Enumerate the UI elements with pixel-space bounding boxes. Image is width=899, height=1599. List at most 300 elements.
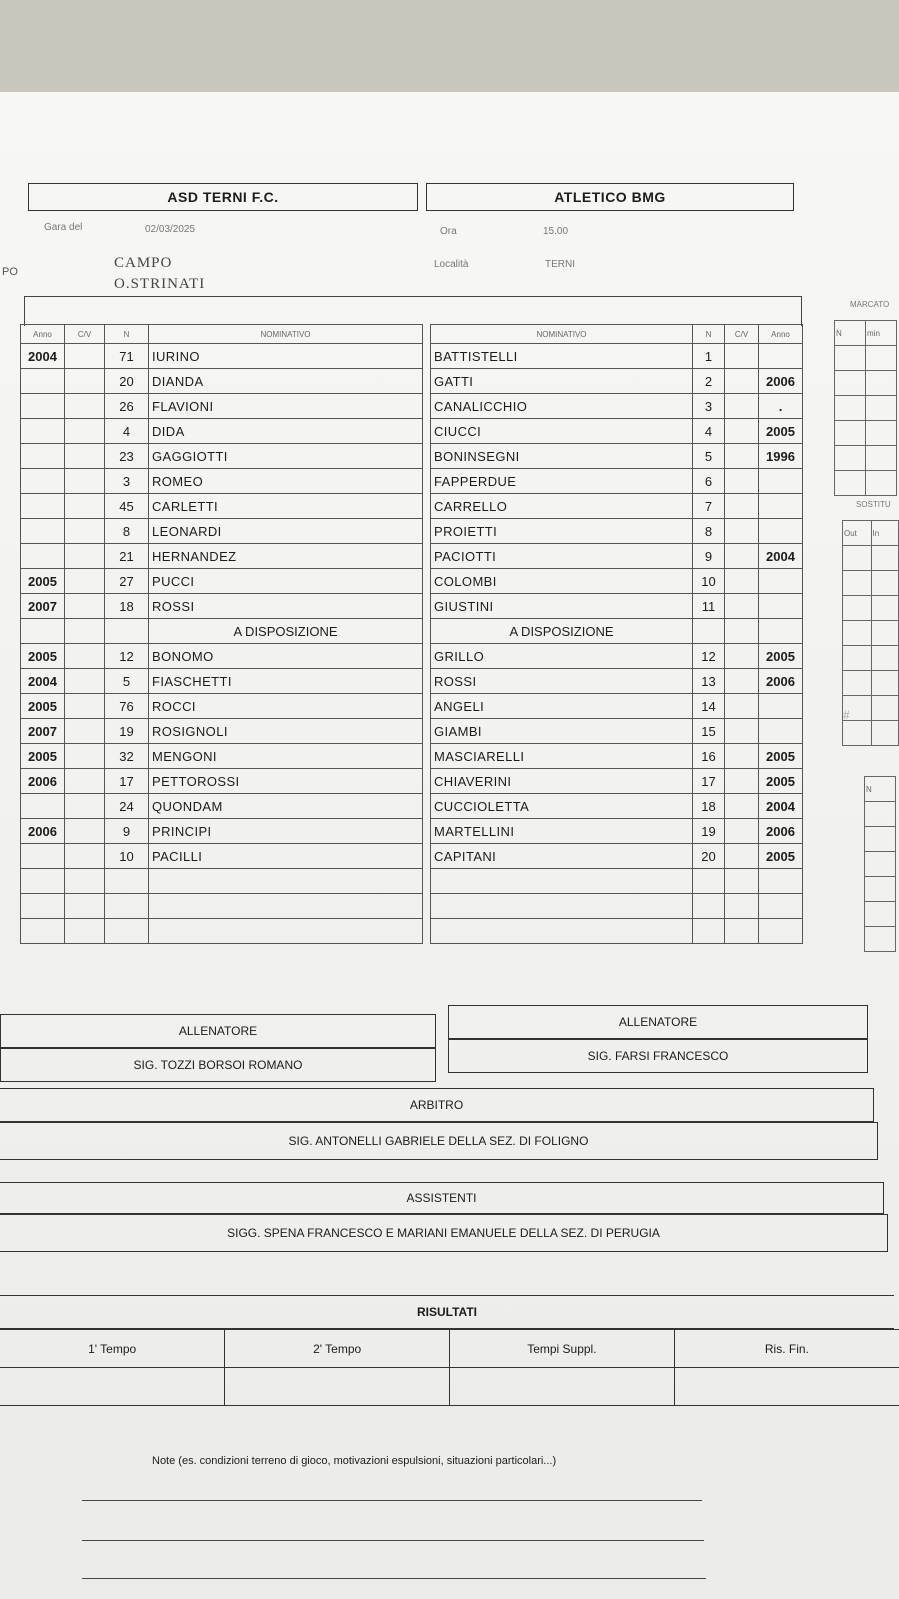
empty-cell bbox=[693, 619, 725, 644]
out-header: Out bbox=[843, 521, 872, 546]
home-player-row bbox=[21, 769, 423, 794]
player-year bbox=[759, 719, 803, 744]
player-number: 10 bbox=[105, 844, 149, 869]
empty-cell bbox=[65, 869, 105, 894]
home-player-row bbox=[21, 569, 423, 594]
player-number: 17 bbox=[693, 769, 725, 794]
player-name: CARRELLO bbox=[431, 494, 693, 519]
home-player-row bbox=[21, 444, 423, 469]
away-coach-label: ALLENATORE bbox=[618, 1015, 698, 1029]
player-name: DIANDA bbox=[149, 369, 423, 394]
field-label: CAMPO bbox=[114, 255, 173, 271]
player-name: FLAVIONI bbox=[149, 394, 423, 419]
player-name: QUONDAM bbox=[149, 794, 423, 819]
empty-cell bbox=[431, 894, 693, 919]
nominativo-header: NOMINATIVO bbox=[149, 325, 423, 344]
player-number: 4 bbox=[105, 419, 149, 444]
referee-label-box bbox=[0, 1088, 874, 1122]
home-player-row bbox=[21, 669, 423, 694]
cv-header: C/V bbox=[65, 325, 105, 344]
away-player-row bbox=[431, 819, 803, 844]
player-number: 20 bbox=[105, 369, 149, 394]
empty-cell bbox=[725, 869, 759, 894]
player-year: 2006 bbox=[21, 769, 65, 794]
empty-cell bbox=[759, 619, 803, 644]
player-name: IURINO bbox=[149, 344, 423, 369]
player-cv bbox=[65, 719, 105, 744]
player-name: GIAMBI bbox=[431, 719, 693, 744]
player-name: BONINSEGNI bbox=[431, 444, 693, 469]
notes-line bbox=[82, 1500, 702, 1501]
player-year bbox=[21, 444, 65, 469]
player-number: 76 bbox=[105, 694, 149, 719]
substitutions-table bbox=[842, 520, 899, 746]
empty-cell bbox=[693, 869, 725, 894]
match-location: TERNI bbox=[545, 259, 575, 270]
home-coach-label: ALLENATORE bbox=[178, 1024, 258, 1038]
player-cv bbox=[65, 844, 105, 869]
home-player-row bbox=[21, 369, 423, 394]
player-number: 18 bbox=[693, 794, 725, 819]
extra-n-header: N bbox=[865, 777, 896, 802]
player-year bbox=[759, 519, 803, 544]
player-number: 13 bbox=[693, 669, 725, 694]
player-cv bbox=[65, 769, 105, 794]
player-number: 15 bbox=[693, 719, 725, 744]
away-player-row bbox=[431, 544, 803, 569]
player-year: 2005 bbox=[21, 744, 65, 769]
player-cv bbox=[65, 644, 105, 669]
player-cv bbox=[725, 569, 759, 594]
away-player-row bbox=[431, 719, 803, 744]
away-coach-name: SIG. FARSI FRANCESCO bbox=[587, 1049, 729, 1063]
empty-cell bbox=[65, 894, 105, 919]
player-number: 20 bbox=[693, 844, 725, 869]
assistants-label: ASSISTENTI bbox=[406, 1191, 477, 1205]
empty-cell bbox=[21, 619, 65, 644]
home-player-row bbox=[21, 419, 423, 444]
player-year: 1996 bbox=[759, 444, 803, 469]
player-number: 18 bbox=[105, 594, 149, 619]
player-year bbox=[759, 694, 803, 719]
away-player-row bbox=[431, 594, 803, 619]
player-name: ROSSI bbox=[149, 594, 423, 619]
home-team-name: ASD TERNI F.C. bbox=[167, 189, 279, 205]
n-header: N bbox=[105, 325, 149, 344]
player-number: 6 bbox=[693, 469, 725, 494]
player-year: 2005 bbox=[759, 644, 803, 669]
second-half-label: 2' Tempo bbox=[225, 1330, 450, 1368]
player-year: 2006 bbox=[759, 819, 803, 844]
empty-cell bbox=[105, 619, 149, 644]
player-name: DIDA bbox=[149, 419, 423, 444]
results-label: RISULTATI bbox=[417, 1305, 477, 1319]
home-coach-name: SIG. TOZZI BORSOI ROMANO bbox=[133, 1058, 303, 1072]
first-half-score bbox=[0, 1368, 225, 1406]
player-number: 21 bbox=[105, 544, 149, 569]
player-number: 3 bbox=[693, 394, 725, 419]
player-number: 45 bbox=[105, 494, 149, 519]
empty-cell bbox=[21, 894, 65, 919]
player-cv bbox=[65, 469, 105, 494]
empty-cell bbox=[105, 894, 149, 919]
player-name: COLOMBI bbox=[431, 569, 693, 594]
home-player-row bbox=[21, 469, 423, 494]
away-player-row bbox=[431, 694, 803, 719]
sostituzioni-header: SOSTITU bbox=[856, 500, 891, 509]
player-year: 2005 bbox=[759, 769, 803, 794]
player-year bbox=[21, 494, 65, 519]
anno-header: Anno bbox=[759, 325, 803, 344]
empty-cell bbox=[725, 619, 759, 644]
player-name: ROMEO bbox=[149, 469, 423, 494]
anno-header: Anno bbox=[21, 325, 65, 344]
away-player-row bbox=[431, 769, 803, 794]
notes-line bbox=[82, 1540, 704, 1541]
player-name: ROCCI bbox=[149, 694, 423, 719]
away-player-row bbox=[431, 494, 803, 519]
empty-cell bbox=[725, 894, 759, 919]
home-player-row bbox=[21, 794, 423, 819]
player-cv bbox=[725, 744, 759, 769]
home-coach-box bbox=[0, 1048, 436, 1082]
assistants-names: SIGG. SPENA FRANCESCO E MARIANI EMANUELE DELLA SEZ. DI PERUGIA bbox=[227, 1226, 660, 1240]
nominativo-header: NOMINATIVO bbox=[431, 325, 693, 344]
player-number: 3 bbox=[105, 469, 149, 494]
empty-row bbox=[431, 919, 803, 944]
player-year bbox=[21, 469, 65, 494]
empty-cell bbox=[693, 894, 725, 919]
home-player-row bbox=[21, 494, 423, 519]
player-cv bbox=[725, 519, 759, 544]
player-name: ANGELI bbox=[431, 694, 693, 719]
player-number: 26 bbox=[105, 394, 149, 419]
player-name: FIASCHETTI bbox=[149, 669, 423, 694]
away-coach-box bbox=[448, 1039, 868, 1073]
player-name: PUCCI bbox=[149, 569, 423, 594]
player-year bbox=[21, 794, 65, 819]
home-player-row bbox=[21, 844, 423, 869]
location-label: Località bbox=[434, 259, 469, 270]
player-year bbox=[21, 519, 65, 544]
away-player-row bbox=[431, 569, 803, 594]
empty-row bbox=[431, 894, 803, 919]
player-name: ROSSI bbox=[431, 669, 693, 694]
player-name: BONOMO bbox=[149, 644, 423, 669]
player-year bbox=[759, 594, 803, 619]
player-cv bbox=[725, 694, 759, 719]
player-cv bbox=[725, 669, 759, 694]
player-name: GATTI bbox=[431, 369, 693, 394]
player-name: CUCCIOLETTA bbox=[431, 794, 693, 819]
player-name: FAPPERDUE bbox=[431, 469, 693, 494]
player-cv bbox=[725, 719, 759, 744]
empty-cell bbox=[149, 894, 423, 919]
empty-cell bbox=[105, 869, 149, 894]
player-number: 71 bbox=[105, 344, 149, 369]
player-year: 2004 bbox=[21, 344, 65, 369]
player-year bbox=[759, 469, 803, 494]
player-cv bbox=[725, 844, 759, 869]
marcatori-header: MARCATO bbox=[850, 300, 890, 309]
home-player-row bbox=[21, 519, 423, 544]
second-half-score bbox=[225, 1368, 450, 1406]
field-name: O.STRINATI bbox=[114, 276, 206, 292]
player-name: CANALICCHIO bbox=[431, 394, 693, 419]
player-name: MASCIARELLI bbox=[431, 744, 693, 769]
player-cv bbox=[65, 694, 105, 719]
player-cv bbox=[725, 369, 759, 394]
player-cv bbox=[725, 644, 759, 669]
away-header-row bbox=[431, 325, 803, 344]
empty-cell bbox=[21, 919, 65, 944]
player-year: 2005 bbox=[21, 644, 65, 669]
empty-row bbox=[21, 869, 423, 894]
player-cv bbox=[65, 669, 105, 694]
player-name: GRILLO bbox=[431, 644, 693, 669]
player-year bbox=[759, 569, 803, 594]
player-number: 12 bbox=[105, 644, 149, 669]
scorers-table bbox=[834, 320, 897, 496]
player-name: CHIAVERINI bbox=[431, 769, 693, 794]
match-time: 15.00 bbox=[543, 226, 569, 237]
away-team-box bbox=[426, 183, 794, 211]
player-cv bbox=[725, 494, 759, 519]
player-year: 2007 bbox=[21, 594, 65, 619]
player-cv bbox=[725, 419, 759, 444]
player-number: 9 bbox=[105, 819, 149, 844]
date-label: Gara del bbox=[44, 222, 83, 233]
empty-cell bbox=[65, 619, 105, 644]
results-table bbox=[0, 1329, 899, 1406]
home-player-row bbox=[21, 719, 423, 744]
home-player-row bbox=[21, 819, 423, 844]
home-roster-table bbox=[20, 324, 423, 944]
empty-cell bbox=[149, 919, 423, 944]
player-year bbox=[21, 844, 65, 869]
match-date: 02/03/2025 bbox=[145, 224, 196, 235]
player-cv bbox=[725, 394, 759, 419]
a-disposizione-row bbox=[431, 619, 803, 644]
player-name: CIUCCI bbox=[431, 419, 693, 444]
home-player-row bbox=[21, 544, 423, 569]
home-coach-label-box bbox=[0, 1014, 436, 1048]
player-cv bbox=[725, 544, 759, 569]
player-name: LEONARDI bbox=[149, 519, 423, 544]
away-player-row bbox=[431, 519, 803, 544]
player-year bbox=[21, 419, 65, 444]
player-cv bbox=[725, 794, 759, 819]
away-player-row bbox=[431, 644, 803, 669]
player-year: 2005 bbox=[759, 419, 803, 444]
player-cv bbox=[65, 344, 105, 369]
assistants-label-box bbox=[0, 1182, 884, 1214]
scorer-min-header: min bbox=[866, 321, 897, 346]
notes-line bbox=[82, 1578, 706, 1579]
cut-label: PO bbox=[2, 266, 18, 278]
empty-cell bbox=[149, 869, 423, 894]
referee-box bbox=[0, 1122, 878, 1160]
player-year bbox=[759, 494, 803, 519]
roster-frame-top bbox=[24, 296, 802, 326]
player-cv bbox=[65, 444, 105, 469]
player-name: CAPITANI bbox=[431, 844, 693, 869]
player-cv bbox=[725, 594, 759, 619]
in-header: In bbox=[871, 521, 899, 546]
referee-label: ARBITRO bbox=[409, 1098, 464, 1112]
away-player-row bbox=[431, 369, 803, 394]
player-number: 8 bbox=[693, 519, 725, 544]
player-year bbox=[21, 369, 65, 394]
player-year: 2007 bbox=[21, 719, 65, 744]
player-year bbox=[21, 394, 65, 419]
player-name: PACIOTTI bbox=[431, 544, 693, 569]
player-number: 7 bbox=[693, 494, 725, 519]
final-score bbox=[674, 1368, 899, 1406]
n-header: N bbox=[693, 325, 725, 344]
scorer-n-header: N bbox=[835, 321, 866, 346]
extra-table bbox=[864, 776, 896, 952]
away-player-row bbox=[431, 344, 803, 369]
player-name: PACILLI bbox=[149, 844, 423, 869]
empty-row bbox=[431, 869, 803, 894]
away-coach-label-box bbox=[448, 1005, 868, 1039]
hash-mark: # bbox=[843, 708, 850, 722]
assistants-box bbox=[0, 1214, 888, 1252]
player-year: 2006 bbox=[759, 669, 803, 694]
player-number: 2 bbox=[693, 369, 725, 394]
home-player-row bbox=[21, 744, 423, 769]
away-player-row bbox=[431, 444, 803, 469]
empty-cell bbox=[725, 919, 759, 944]
a-disposizione-row bbox=[21, 619, 423, 644]
home-player-row bbox=[21, 644, 423, 669]
empty-cell bbox=[431, 869, 693, 894]
home-a-disposizione: A DISPOSIZIONE bbox=[149, 619, 423, 644]
player-year: 2005 bbox=[21, 569, 65, 594]
empty-cell bbox=[759, 869, 803, 894]
player-number: 5 bbox=[105, 669, 149, 694]
player-name: GAGGIOTTI bbox=[149, 444, 423, 469]
extra-time-label: Tempi Suppl. bbox=[450, 1330, 675, 1368]
away-player-row bbox=[431, 794, 803, 819]
cv-header: C/V bbox=[725, 325, 759, 344]
player-name: HERNANDEZ bbox=[149, 544, 423, 569]
player-number: 19 bbox=[693, 819, 725, 844]
away-team-name: ATLETICO BMG bbox=[554, 189, 666, 205]
away-player-row bbox=[431, 844, 803, 869]
player-year: . bbox=[759, 394, 803, 419]
empty-cell bbox=[65, 919, 105, 944]
player-cv bbox=[65, 519, 105, 544]
player-year: 2004 bbox=[759, 544, 803, 569]
player-name: CARLETTI bbox=[149, 494, 423, 519]
player-name: GIUSTINI bbox=[431, 594, 693, 619]
player-year: 2005 bbox=[759, 744, 803, 769]
player-name: PETTOROSSI bbox=[149, 769, 423, 794]
home-player-row bbox=[21, 594, 423, 619]
home-player-row bbox=[21, 394, 423, 419]
player-number: 4 bbox=[693, 419, 725, 444]
player-cv bbox=[725, 344, 759, 369]
empty-cell bbox=[759, 919, 803, 944]
player-year: 2005 bbox=[759, 844, 803, 869]
empty-cell bbox=[759, 894, 803, 919]
player-name: PROIETTI bbox=[431, 519, 693, 544]
empty-cell bbox=[105, 919, 149, 944]
player-year bbox=[21, 544, 65, 569]
player-year: 2006 bbox=[759, 369, 803, 394]
away-player-row bbox=[431, 469, 803, 494]
player-cv bbox=[65, 544, 105, 569]
player-number: 8 bbox=[105, 519, 149, 544]
first-half-label: 1' Tempo bbox=[0, 1330, 225, 1368]
away-roster-table bbox=[430, 324, 803, 944]
player-cv bbox=[725, 444, 759, 469]
away-a-disposizione: A DISPOSIZIONE bbox=[431, 619, 693, 644]
home-team-box bbox=[28, 183, 418, 211]
results-label-box bbox=[0, 1295, 894, 1329]
away-player-row bbox=[431, 669, 803, 694]
final-result-label: Ris. Fin. bbox=[674, 1330, 899, 1368]
player-number: 10 bbox=[693, 569, 725, 594]
time-label: Ora bbox=[440, 226, 457, 237]
player-year: 2006 bbox=[21, 819, 65, 844]
player-year: 2005 bbox=[21, 694, 65, 719]
player-cv bbox=[65, 744, 105, 769]
player-number: 11 bbox=[693, 594, 725, 619]
notes-label: Note (es. condizioni terreno di gioco, motivazioni espulsioni, situazioni particolari...) bbox=[152, 1455, 557, 1467]
empty-cell bbox=[431, 919, 693, 944]
player-year: 2004 bbox=[21, 669, 65, 694]
player-cv bbox=[725, 819, 759, 844]
player-name: MARTELLINI bbox=[431, 819, 693, 844]
player-cv bbox=[65, 394, 105, 419]
player-cv bbox=[65, 794, 105, 819]
player-cv bbox=[65, 569, 105, 594]
player-name: MENGONI bbox=[149, 744, 423, 769]
player-number: 24 bbox=[105, 794, 149, 819]
player-number: 32 bbox=[105, 744, 149, 769]
empty-row bbox=[21, 919, 423, 944]
home-header-row bbox=[21, 325, 423, 344]
player-number: 27 bbox=[105, 569, 149, 594]
player-cv bbox=[725, 769, 759, 794]
player-number: 1 bbox=[693, 344, 725, 369]
away-player-row bbox=[431, 744, 803, 769]
player-name: ROSIGNOLI bbox=[149, 719, 423, 744]
player-number: 9 bbox=[693, 544, 725, 569]
player-year: 2004 bbox=[759, 794, 803, 819]
empty-row bbox=[21, 894, 423, 919]
player-number: 23 bbox=[105, 444, 149, 469]
player-cv bbox=[725, 469, 759, 494]
empty-cell bbox=[21, 869, 65, 894]
player-number: 17 bbox=[105, 769, 149, 794]
player-number: 5 bbox=[693, 444, 725, 469]
player-number: 12 bbox=[693, 644, 725, 669]
player-name: BATTISTELLI bbox=[431, 344, 693, 369]
home-player-row bbox=[21, 344, 423, 369]
home-player-row bbox=[21, 694, 423, 719]
player-cv bbox=[65, 819, 105, 844]
player-number: 14 bbox=[693, 694, 725, 719]
player-cv bbox=[65, 369, 105, 394]
player-cv bbox=[65, 594, 105, 619]
player-cv bbox=[65, 419, 105, 444]
extra-time-score bbox=[450, 1368, 675, 1406]
empty-cell bbox=[693, 919, 725, 944]
